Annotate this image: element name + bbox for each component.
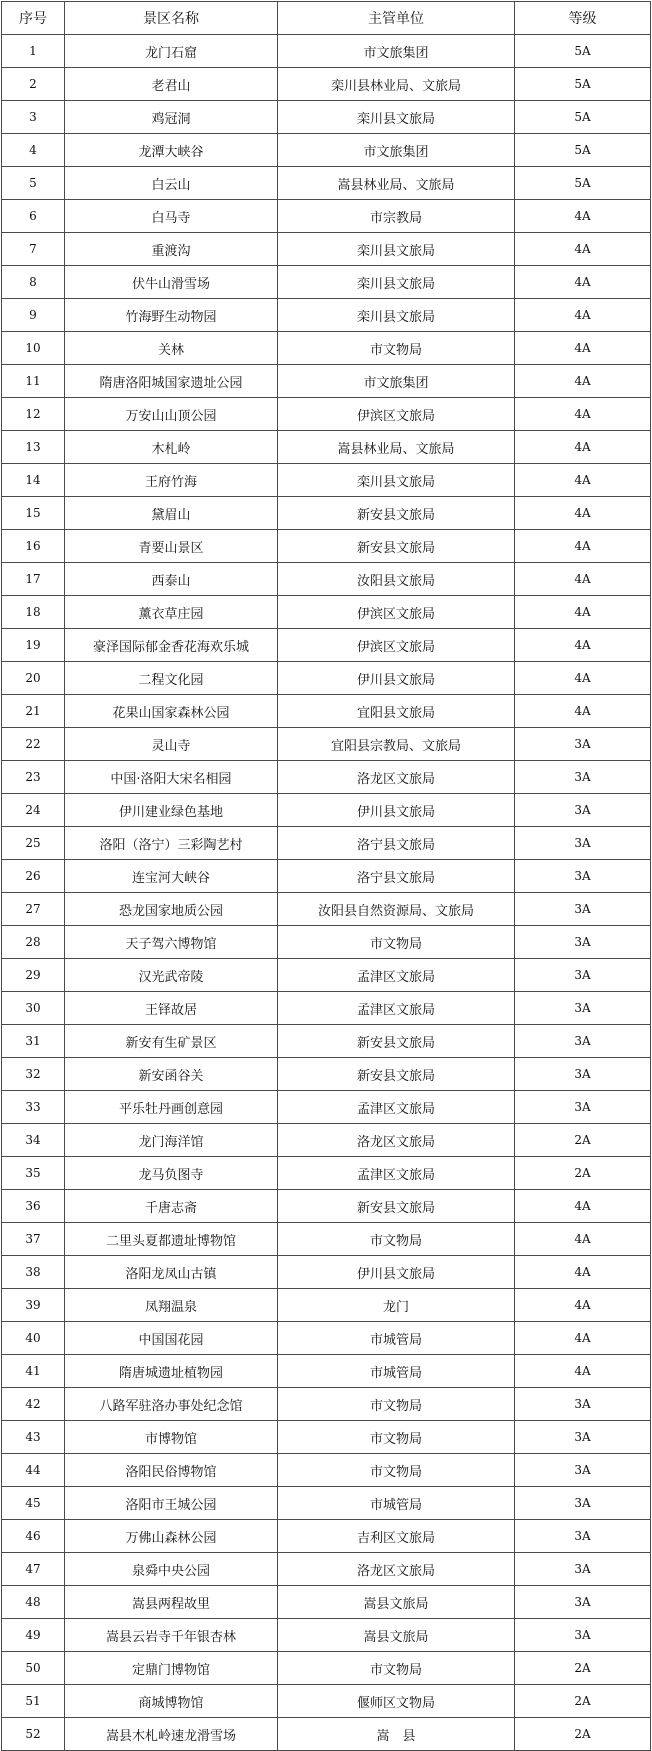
cell-number: 31 bbox=[2, 1025, 65, 1058]
table-row bbox=[2, 431, 651, 464]
cell-authority: 市文旅集团 bbox=[278, 134, 515, 167]
cell-number: 22 bbox=[2, 728, 65, 761]
cell-number: 10 bbox=[2, 332, 65, 365]
table-row bbox=[2, 1157, 651, 1190]
table-row bbox=[2, 530, 651, 563]
cell-number: 33 bbox=[2, 1091, 65, 1124]
cell-level: 4A bbox=[515, 365, 651, 398]
cell-authority: 市文旅集团 bbox=[278, 35, 515, 68]
cell-number: 15 bbox=[2, 497, 65, 530]
cell-level: 4A bbox=[515, 563, 651, 596]
table-row bbox=[2, 101, 651, 134]
cell-authority: 新安县文旅局 bbox=[278, 1190, 515, 1223]
cell-level: 3A bbox=[515, 761, 651, 794]
cell-level: 3A bbox=[515, 1091, 651, 1124]
cell-level: 4A bbox=[515, 497, 651, 530]
cell-level: 3A bbox=[515, 1454, 651, 1487]
table-row bbox=[2, 1256, 651, 1289]
cell-scenic-name: 重渡沟 bbox=[65, 233, 278, 266]
cell-authority: 市城管局 bbox=[278, 1487, 515, 1520]
cell-number: 16 bbox=[2, 530, 65, 563]
cell-number: 14 bbox=[2, 464, 65, 497]
cell-level: 4A bbox=[515, 530, 651, 563]
header-cell-scenic-name: 景区名称 bbox=[65, 2, 278, 35]
cell-scenic-name: 薰衣草庄园 bbox=[65, 596, 278, 629]
scenic-spots-table bbox=[1, 1, 651, 1751]
cell-number: 32 bbox=[2, 1058, 65, 1091]
cell-number: 45 bbox=[2, 1487, 65, 1520]
cell-level: 3A bbox=[515, 728, 651, 761]
table-row bbox=[2, 695, 651, 728]
cell-scenic-name: 嵩县两程故里 bbox=[65, 1586, 278, 1619]
cell-number: 2 bbox=[2, 68, 65, 101]
cell-level: 4A bbox=[515, 332, 651, 365]
cell-number: 35 bbox=[2, 1157, 65, 1190]
cell-scenic-name: 竹海野生动物园 bbox=[65, 299, 278, 332]
cell-level: 5A bbox=[515, 134, 651, 167]
table-row bbox=[2, 497, 651, 530]
cell-authority: 嵩县林业局、文旅局 bbox=[278, 431, 515, 464]
cell-level: 3A bbox=[515, 1553, 651, 1586]
cell-level: 3A bbox=[515, 992, 651, 1025]
cell-level: 3A bbox=[515, 1388, 651, 1421]
cell-number: 8 bbox=[2, 266, 65, 299]
cell-scenic-name: 二程文化园 bbox=[65, 662, 278, 695]
cell-authority: 伊滨区文旅局 bbox=[278, 629, 515, 662]
table-row bbox=[2, 926, 651, 959]
table-row bbox=[2, 1124, 651, 1157]
cell-scenic-name: 洛阳龙凤山古镇 bbox=[65, 1256, 278, 1289]
cell-authority: 汝阳县文旅局 bbox=[278, 563, 515, 596]
cell-number: 50 bbox=[2, 1652, 65, 1685]
cell-level: 4A bbox=[515, 1289, 651, 1322]
cell-authority: 市文物局 bbox=[278, 1223, 515, 1256]
cell-authority: 伊滨区文旅局 bbox=[278, 596, 515, 629]
cell-number: 42 bbox=[2, 1388, 65, 1421]
cell-authority: 孟津区文旅局 bbox=[278, 959, 515, 992]
cell-number: 46 bbox=[2, 1520, 65, 1553]
table-row bbox=[2, 794, 651, 827]
cell-authority: 洛宁县文旅局 bbox=[278, 860, 515, 893]
cell-level: 3A bbox=[515, 1487, 651, 1520]
cell-scenic-name: 恐龙国家地质公园 bbox=[65, 893, 278, 926]
cell-number: 26 bbox=[2, 860, 65, 893]
cell-scenic-name: 连宝河大峡谷 bbox=[65, 860, 278, 893]
cell-number: 12 bbox=[2, 398, 65, 431]
cell-authority: 市文物局 bbox=[278, 332, 515, 365]
cell-level: 4A bbox=[515, 431, 651, 464]
table-row bbox=[2, 992, 651, 1025]
cell-authority: 市文旅集团 bbox=[278, 365, 515, 398]
cell-level: 4A bbox=[515, 266, 651, 299]
cell-authority: 汝阳县自然资源局、文旅局 bbox=[278, 893, 515, 926]
cell-level: 4A bbox=[515, 596, 651, 629]
cell-authority: 洛龙区文旅局 bbox=[278, 1124, 515, 1157]
cell-authority: 市城管局 bbox=[278, 1322, 515, 1355]
cell-scenic-name: 伏牛山滑雪场 bbox=[65, 266, 278, 299]
cell-level: 4A bbox=[515, 662, 651, 695]
cell-level: 4A bbox=[515, 233, 651, 266]
cell-authority: 宜阳县文旅局 bbox=[278, 695, 515, 728]
table-row bbox=[2, 563, 651, 596]
table-row bbox=[2, 1091, 651, 1124]
cell-scenic-name: 豪泽国际郁金香花海欢乐城 bbox=[65, 629, 278, 662]
table-row bbox=[2, 398, 651, 431]
cell-number: 40 bbox=[2, 1322, 65, 1355]
cell-scenic-name: 洛阳（洛宁）三彩陶艺村 bbox=[65, 827, 278, 860]
cell-number: 37 bbox=[2, 1223, 65, 1256]
table-row bbox=[2, 1487, 651, 1520]
table-row bbox=[2, 68, 651, 101]
table-row bbox=[2, 596, 651, 629]
table-row bbox=[2, 1058, 651, 1091]
cell-number: 29 bbox=[2, 959, 65, 992]
cell-level: 4A bbox=[515, 695, 651, 728]
cell-scenic-name: 平乐牡丹画创意园 bbox=[65, 1091, 278, 1124]
table-row bbox=[2, 1421, 651, 1454]
cell-scenic-name: 龙潭大峡谷 bbox=[65, 134, 278, 167]
cell-authority: 市文物局 bbox=[278, 1388, 515, 1421]
cell-level: 2A bbox=[515, 1718, 651, 1751]
cell-scenic-name: 青要山景区 bbox=[65, 530, 278, 563]
cell-level: 3A bbox=[515, 827, 651, 860]
table-row bbox=[2, 1520, 651, 1553]
table-row bbox=[2, 827, 651, 860]
table-row bbox=[2, 266, 651, 299]
cell-authority: 新安县文旅局 bbox=[278, 530, 515, 563]
cell-number: 27 bbox=[2, 893, 65, 926]
cell-level: 3A bbox=[515, 1586, 651, 1619]
table-row bbox=[2, 134, 651, 167]
cell-authority: 伊川县文旅局 bbox=[278, 1256, 515, 1289]
table-row bbox=[2, 1718, 651, 1751]
cell-level: 5A bbox=[515, 35, 651, 68]
cell-scenic-name: 王铎故居 bbox=[65, 992, 278, 1025]
cell-authority: 伊川县文旅局 bbox=[278, 794, 515, 827]
table-row bbox=[2, 1586, 651, 1619]
cell-level: 2A bbox=[515, 1652, 651, 1685]
cell-level: 4A bbox=[515, 299, 651, 332]
cell-level: 3A bbox=[515, 1421, 651, 1454]
cell-scenic-name: 关林 bbox=[65, 332, 278, 365]
table-row bbox=[2, 35, 651, 68]
cell-number: 5 bbox=[2, 167, 65, 200]
table-row bbox=[2, 1355, 651, 1388]
cell-scenic-name: 黛眉山 bbox=[65, 497, 278, 530]
cell-scenic-name: 老君山 bbox=[65, 68, 278, 101]
cell-number: 25 bbox=[2, 827, 65, 860]
table-row bbox=[2, 1454, 651, 1487]
cell-scenic-name: 洛阳民俗博物馆 bbox=[65, 1454, 278, 1487]
cell-authority: 嵩 县 bbox=[278, 1718, 515, 1751]
cell-scenic-name: 千唐志斋 bbox=[65, 1190, 278, 1223]
table-row bbox=[2, 728, 651, 761]
header-cell-number: 序号 bbox=[2, 2, 65, 35]
cell-number: 34 bbox=[2, 1124, 65, 1157]
cell-authority: 吉利区文旅局 bbox=[278, 1520, 515, 1553]
cell-authority: 市文物局 bbox=[278, 926, 515, 959]
cell-level: 3A bbox=[515, 1619, 651, 1652]
cell-number: 7 bbox=[2, 233, 65, 266]
cell-level: 4A bbox=[515, 1322, 651, 1355]
cell-level: 4A bbox=[515, 1223, 651, 1256]
cell-number: 52 bbox=[2, 1718, 65, 1751]
table-row bbox=[2, 167, 651, 200]
header-cell-level: 等级 bbox=[515, 2, 651, 35]
cell-scenic-name: 中国·洛阳大宋名相园 bbox=[65, 761, 278, 794]
cell-authority: 孟津区文旅局 bbox=[278, 992, 515, 1025]
cell-number: 39 bbox=[2, 1289, 65, 1322]
table-row bbox=[2, 1190, 651, 1223]
cell-authority: 新安县文旅局 bbox=[278, 1058, 515, 1091]
cell-level: 4A bbox=[515, 1190, 651, 1223]
cell-scenic-name: 嵩县木札岭速龙滑雪场 bbox=[65, 1718, 278, 1751]
cell-number: 38 bbox=[2, 1256, 65, 1289]
cell-number: 1 bbox=[2, 35, 65, 68]
cell-scenic-name: 龙马负图寺 bbox=[65, 1157, 278, 1190]
cell-scenic-name: 龙门海洋馆 bbox=[65, 1124, 278, 1157]
cell-scenic-name: 灵山寺 bbox=[65, 728, 278, 761]
cell-authority: 伊滨区文旅局 bbox=[278, 398, 515, 431]
cell-authority: 市文物局 bbox=[278, 1421, 515, 1454]
cell-number: 21 bbox=[2, 695, 65, 728]
cell-number: 4 bbox=[2, 134, 65, 167]
cell-authority: 洛龙区文旅局 bbox=[278, 761, 515, 794]
cell-scenic-name: 市博物馆 bbox=[65, 1421, 278, 1454]
header-row bbox=[2, 2, 651, 35]
cell-number: 48 bbox=[2, 1586, 65, 1619]
cell-scenic-name: 万佛山森林公园 bbox=[65, 1520, 278, 1553]
cell-number: 20 bbox=[2, 662, 65, 695]
cell-number: 30 bbox=[2, 992, 65, 1025]
table-row bbox=[2, 1685, 651, 1718]
cell-authority: 偃师区文物局 bbox=[278, 1685, 515, 1718]
cell-scenic-name: 汉光武帝陵 bbox=[65, 959, 278, 992]
cell-scenic-name: 隋唐洛阳城国家遗址公园 bbox=[65, 365, 278, 398]
cell-scenic-name: 天子驾六博物馆 bbox=[65, 926, 278, 959]
cell-authority: 嵩县文旅局 bbox=[278, 1619, 515, 1652]
cell-scenic-name: 万安山山顶公园 bbox=[65, 398, 278, 431]
cell-scenic-name: 二里头夏都遗址博物馆 bbox=[65, 1223, 278, 1256]
cell-level: 4A bbox=[515, 398, 651, 431]
cell-level: 5A bbox=[515, 101, 651, 134]
cell-scenic-name: 定鼎门博物馆 bbox=[65, 1652, 278, 1685]
cell-scenic-name: 凤翔温泉 bbox=[65, 1289, 278, 1322]
cell-scenic-name: 白云山 bbox=[65, 167, 278, 200]
cell-authority: 嵩县林业局、文旅局 bbox=[278, 167, 515, 200]
cell-level: 3A bbox=[515, 1025, 651, 1058]
table-row bbox=[2, 1223, 651, 1256]
cell-authority: 栾川县林业局、文旅局 bbox=[278, 68, 515, 101]
cell-authority: 栾川县文旅局 bbox=[278, 266, 515, 299]
cell-level: 4A bbox=[515, 1256, 651, 1289]
cell-level: 2A bbox=[515, 1124, 651, 1157]
cell-number: 36 bbox=[2, 1190, 65, 1223]
table-row bbox=[2, 1322, 651, 1355]
table-row bbox=[2, 959, 651, 992]
cell-authority: 市宗教局 bbox=[278, 200, 515, 233]
cell-level: 4A bbox=[515, 464, 651, 497]
cell-number: 51 bbox=[2, 1685, 65, 1718]
cell-number: 3 bbox=[2, 101, 65, 134]
cell-level: 3A bbox=[515, 926, 651, 959]
cell-authority: 新安县文旅局 bbox=[278, 497, 515, 530]
cell-authority: 嵩县文旅局 bbox=[278, 1586, 515, 1619]
table-row bbox=[2, 1289, 651, 1322]
cell-number: 6 bbox=[2, 200, 65, 233]
cell-level: 3A bbox=[515, 794, 651, 827]
cell-number: 49 bbox=[2, 1619, 65, 1652]
cell-authority: 洛宁县文旅局 bbox=[278, 827, 515, 860]
table-row bbox=[2, 299, 651, 332]
table-row bbox=[2, 200, 651, 233]
header-cell-authority: 主管单位 bbox=[278, 2, 515, 35]
cell-authority: 伊川县文旅局 bbox=[278, 662, 515, 695]
cell-scenic-name: 新安有生矿景区 bbox=[65, 1025, 278, 1058]
cell-scenic-name: 花果山国家森林公园 bbox=[65, 695, 278, 728]
cell-authority: 宜阳县宗教局、文旅局 bbox=[278, 728, 515, 761]
cell-scenic-name: 商城博物馆 bbox=[65, 1685, 278, 1718]
cell-scenic-name: 新安函谷关 bbox=[65, 1058, 278, 1091]
cell-number: 18 bbox=[2, 596, 65, 629]
cell-number: 41 bbox=[2, 1355, 65, 1388]
cell-authority: 栾川县文旅局 bbox=[278, 101, 515, 134]
table-row bbox=[2, 662, 651, 695]
table-row bbox=[2, 860, 651, 893]
cell-level: 2A bbox=[515, 1157, 651, 1190]
cell-authority: 市文物局 bbox=[278, 1652, 515, 1685]
cell-scenic-name: 白马寺 bbox=[65, 200, 278, 233]
cell-number: 19 bbox=[2, 629, 65, 662]
cell-number: 11 bbox=[2, 365, 65, 398]
cell-number: 9 bbox=[2, 299, 65, 332]
cell-authority: 市文物局 bbox=[278, 1454, 515, 1487]
cell-authority: 栾川县文旅局 bbox=[278, 464, 515, 497]
cell-level: 4A bbox=[515, 629, 651, 662]
table-row bbox=[2, 1652, 651, 1685]
table-row bbox=[2, 332, 651, 365]
cell-scenic-name: 嵩县云岩寺千年银杏林 bbox=[65, 1619, 278, 1652]
cell-authority: 市城管局 bbox=[278, 1355, 515, 1388]
cell-authority: 孟津区文旅局 bbox=[278, 1091, 515, 1124]
cell-scenic-name: 王府竹海 bbox=[65, 464, 278, 497]
cell-scenic-name: 洛阳市王城公园 bbox=[65, 1487, 278, 1520]
cell-number: 47 bbox=[2, 1553, 65, 1586]
cell-authority: 栾川县文旅局 bbox=[278, 299, 515, 332]
cell-scenic-name: 木札岭 bbox=[65, 431, 278, 464]
table-row bbox=[2, 1619, 651, 1652]
table-row bbox=[2, 233, 651, 266]
cell-number: 24 bbox=[2, 794, 65, 827]
cell-authority: 孟津区文旅局 bbox=[278, 1157, 515, 1190]
cell-number: 44 bbox=[2, 1454, 65, 1487]
cell-level: 3A bbox=[515, 959, 651, 992]
table-row bbox=[2, 761, 651, 794]
table-row bbox=[2, 1388, 651, 1421]
cell-level: 2A bbox=[515, 1685, 651, 1718]
cell-authority: 新安县文旅局 bbox=[278, 1025, 515, 1058]
table-row bbox=[2, 464, 651, 497]
cell-level: 3A bbox=[515, 1520, 651, 1553]
cell-level: 4A bbox=[515, 200, 651, 233]
cell-number: 13 bbox=[2, 431, 65, 464]
table-row bbox=[2, 893, 651, 926]
cell-level: 5A bbox=[515, 68, 651, 101]
cell-number: 23 bbox=[2, 761, 65, 794]
table-row bbox=[2, 365, 651, 398]
cell-number: 17 bbox=[2, 563, 65, 596]
cell-level: 3A bbox=[515, 893, 651, 926]
cell-level: 3A bbox=[515, 1058, 651, 1091]
cell-scenic-name: 泉舜中央公园 bbox=[65, 1553, 278, 1586]
cell-scenic-name: 龙门石窟 bbox=[65, 35, 278, 68]
table-body bbox=[2, 35, 651, 1751]
cell-authority: 洛龙区文旅局 bbox=[278, 1553, 515, 1586]
table-row bbox=[2, 629, 651, 662]
cell-level: 3A bbox=[515, 860, 651, 893]
cell-scenic-name: 西泰山 bbox=[65, 563, 278, 596]
cell-scenic-name: 隋唐城遗址植物园 bbox=[65, 1355, 278, 1388]
cell-level: 5A bbox=[515, 167, 651, 200]
cell-scenic-name: 中国国花园 bbox=[65, 1322, 278, 1355]
cell-scenic-name: 鸡冠洞 bbox=[65, 101, 278, 134]
table-row bbox=[2, 1553, 651, 1586]
cell-level: 4A bbox=[515, 1355, 651, 1388]
cell-scenic-name: 伊川建业绿色基地 bbox=[65, 794, 278, 827]
cell-number: 28 bbox=[2, 926, 65, 959]
cell-authority: 栾川县文旅局 bbox=[278, 233, 515, 266]
cell-number: 43 bbox=[2, 1421, 65, 1454]
cell-authority: 龙门 bbox=[278, 1289, 515, 1322]
cell-scenic-name: 八路军驻洛办事处纪念馆 bbox=[65, 1388, 278, 1421]
table-row bbox=[2, 1025, 651, 1058]
